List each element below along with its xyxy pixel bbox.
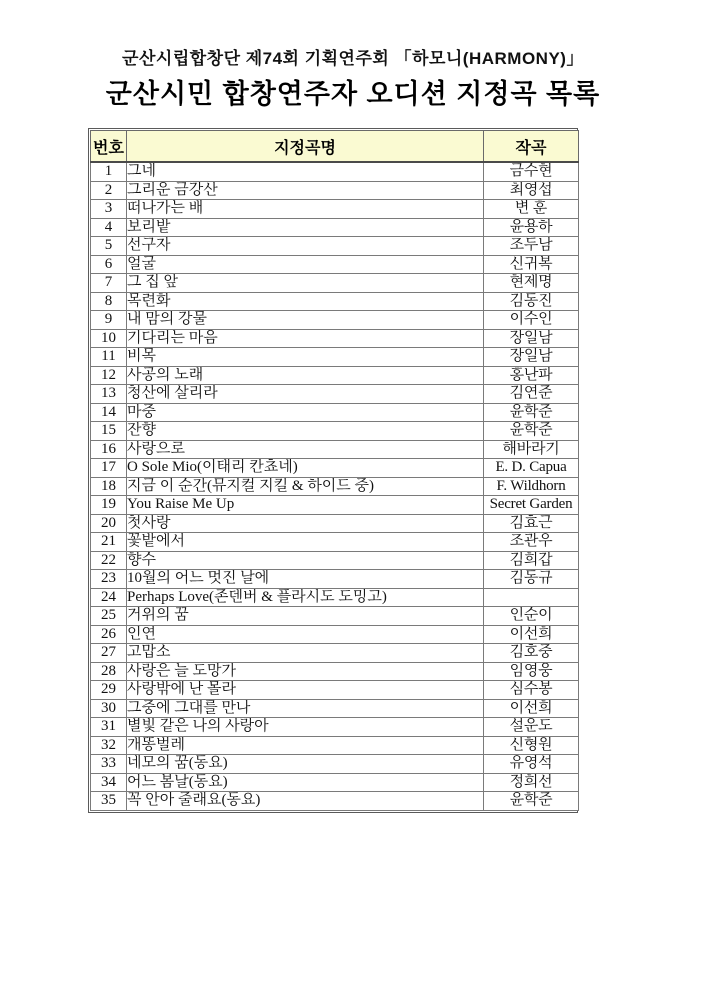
song-title: 그네 bbox=[127, 162, 484, 181]
table-row bbox=[91, 607, 579, 626]
composer-name: 신귀복 bbox=[484, 255, 579, 274]
composer-name: 변 훈 bbox=[484, 200, 579, 219]
column-header-number: 번호 bbox=[91, 131, 127, 163]
table-row bbox=[91, 292, 579, 311]
song-title: 별빛 같은 나의 사랑아 bbox=[127, 718, 484, 737]
composer-name: 김효근 bbox=[484, 514, 579, 533]
table-row bbox=[91, 459, 579, 478]
row-number: 18 bbox=[91, 477, 127, 496]
row-number: 19 bbox=[91, 496, 127, 515]
row-number: 14 bbox=[91, 403, 127, 422]
song-title: 향수 bbox=[127, 551, 484, 570]
row-number: 33 bbox=[91, 755, 127, 774]
song-title: 그중에 그대를 만나 bbox=[127, 699, 484, 718]
song-title: 고맙소 bbox=[127, 644, 484, 663]
song-title: 사랑으로 bbox=[127, 440, 484, 459]
song-title: 목련화 bbox=[127, 292, 484, 311]
composer-name: 설운도 bbox=[484, 718, 579, 737]
table-row bbox=[91, 477, 579, 496]
composer-name: 신형원 bbox=[484, 736, 579, 755]
row-number: 28 bbox=[91, 662, 127, 681]
row-number: 24 bbox=[91, 588, 127, 607]
table-row bbox=[91, 274, 579, 293]
row-number: 26 bbox=[91, 625, 127, 644]
song-title: 청산에 살리라 bbox=[127, 385, 484, 404]
column-header-composer: 작곡 bbox=[484, 131, 579, 163]
row-number: 9 bbox=[91, 311, 127, 330]
song-title: 꽃밭에서 bbox=[127, 533, 484, 552]
table-row bbox=[91, 348, 579, 367]
row-number: 3 bbox=[91, 200, 127, 219]
table-row bbox=[91, 440, 579, 459]
table-row bbox=[91, 181, 579, 200]
song-title: 사공의 노래 bbox=[127, 366, 484, 385]
table-row bbox=[91, 366, 579, 385]
table-row bbox=[91, 792, 579, 811]
composer-name bbox=[484, 588, 579, 607]
row-number: 5 bbox=[91, 237, 127, 256]
table-row bbox=[91, 329, 579, 348]
table-row bbox=[91, 662, 579, 681]
table-row bbox=[91, 644, 579, 663]
row-number: 17 bbox=[91, 459, 127, 478]
row-number: 10 bbox=[91, 329, 127, 348]
song-title: 잔향 bbox=[127, 422, 484, 441]
row-number: 23 bbox=[91, 570, 127, 589]
table-row bbox=[91, 403, 579, 422]
row-number: 31 bbox=[91, 718, 127, 737]
row-number: 32 bbox=[91, 736, 127, 755]
concert-subtitle: 군산시립합창단 제74회 기획연주회 「하모니(HARMONY)」 bbox=[122, 49, 584, 68]
row-number: 1 bbox=[91, 162, 127, 181]
song-title: O Sole Mio(이태리 칸쵸네) bbox=[127, 459, 484, 478]
table-row bbox=[91, 311, 579, 330]
composer-name: 유영석 bbox=[484, 755, 579, 774]
composer-name: 이수인 bbox=[484, 311, 579, 330]
composer-name: 김동진 bbox=[484, 292, 579, 311]
table-header-row bbox=[91, 131, 579, 163]
composer-name: 윤학준 bbox=[484, 403, 579, 422]
table-row bbox=[91, 551, 579, 570]
table-row bbox=[91, 681, 579, 700]
row-number: 21 bbox=[91, 533, 127, 552]
table-row bbox=[91, 625, 579, 644]
row-number: 8 bbox=[91, 292, 127, 311]
row-number: 11 bbox=[91, 348, 127, 367]
song-title: 기다리는 마음 bbox=[127, 329, 484, 348]
composer-name: 인순이 bbox=[484, 607, 579, 626]
row-number: 16 bbox=[91, 440, 127, 459]
table-row bbox=[91, 496, 579, 515]
composer-name: 심수봉 bbox=[484, 681, 579, 700]
column-header-song-title: 지정곡명 bbox=[127, 131, 484, 163]
composer-name: 해바라기 bbox=[484, 440, 579, 459]
composer-name: 이선희 bbox=[484, 699, 579, 718]
composer-name: Secret Garden bbox=[484, 496, 579, 515]
row-number: 34 bbox=[91, 773, 127, 792]
row-number: 6 bbox=[91, 255, 127, 274]
composer-name: 정희선 bbox=[484, 773, 579, 792]
song-title: 비목 bbox=[127, 348, 484, 367]
song-title: 지금 이 순간(뮤지컬 지킬 & 하이드 중) bbox=[127, 477, 484, 496]
song-title: 첫사랑 bbox=[127, 514, 484, 533]
song-title: 꼭 안아 줄래요(동요) bbox=[127, 792, 484, 811]
row-number: 4 bbox=[91, 218, 127, 237]
table-row bbox=[91, 755, 579, 774]
song-title: You Raise Me Up bbox=[127, 496, 484, 515]
song-title: 얼굴 bbox=[127, 255, 484, 274]
song-title: 내 맘의 강물 bbox=[127, 311, 484, 330]
composer-name: 윤학준 bbox=[484, 792, 579, 811]
page-title: 군산시민 합창연주자 오디션 지정곡 목록 bbox=[105, 79, 601, 109]
composer-name: 윤용하 bbox=[484, 218, 579, 237]
row-number: 15 bbox=[91, 422, 127, 441]
composer-name: 금수현 bbox=[484, 162, 579, 181]
song-title: 네모의 꿈(동요) bbox=[127, 755, 484, 774]
song-title: 거위의 꿈 bbox=[127, 607, 484, 626]
table-row bbox=[91, 533, 579, 552]
table-row bbox=[91, 514, 579, 533]
song-title: 사랑은 늘 도망가 bbox=[127, 662, 484, 681]
row-number: 13 bbox=[91, 385, 127, 404]
table-row bbox=[91, 218, 579, 237]
table-row bbox=[91, 570, 579, 589]
table-row bbox=[91, 588, 579, 607]
composer-name: 김동규 bbox=[484, 570, 579, 589]
song-title: 보리밭 bbox=[127, 218, 484, 237]
table-row bbox=[91, 385, 579, 404]
composer-name: 장일남 bbox=[484, 329, 579, 348]
song-title: 어느 봄날(동요) bbox=[127, 773, 484, 792]
row-number: 25 bbox=[91, 607, 127, 626]
composer-name: 조두남 bbox=[484, 237, 579, 256]
table-row bbox=[91, 255, 579, 274]
composer-name: 김연준 bbox=[484, 385, 579, 404]
table-row bbox=[91, 718, 579, 737]
row-number: 12 bbox=[91, 366, 127, 385]
table-row bbox=[91, 773, 579, 792]
table-row bbox=[91, 422, 579, 441]
row-number: 27 bbox=[91, 644, 127, 663]
composer-name: 임영웅 bbox=[484, 662, 579, 681]
song-title: 그리운 금강산 bbox=[127, 181, 484, 200]
song-title: 인연 bbox=[127, 625, 484, 644]
row-number: 29 bbox=[91, 681, 127, 700]
song-title: 사랑밖에 난 몰라 bbox=[127, 681, 484, 700]
composer-name: E. D. Capua bbox=[484, 459, 579, 478]
song-title: 떠나가는 배 bbox=[127, 200, 484, 219]
table-row bbox=[91, 162, 579, 181]
table-row bbox=[91, 736, 579, 755]
composer-name: 장일남 bbox=[484, 348, 579, 367]
song-title: 마중 bbox=[127, 403, 484, 422]
table-row bbox=[91, 200, 579, 219]
song-title: 10월의 어느 멋진 날에 bbox=[127, 570, 484, 589]
composer-name: 최영섭 bbox=[484, 181, 579, 200]
composer-name: 김희갑 bbox=[484, 551, 579, 570]
song-title: 개똥벌레 bbox=[127, 736, 484, 755]
row-number: 35 bbox=[91, 792, 127, 811]
song-title: 그 집 앞 bbox=[127, 274, 484, 293]
composer-name: 홍난파 bbox=[484, 366, 579, 385]
table-row bbox=[91, 237, 579, 256]
composer-name: 윤학준 bbox=[484, 422, 579, 441]
composer-name: 조관우 bbox=[484, 533, 579, 552]
row-number: 2 bbox=[91, 181, 127, 200]
row-number: 22 bbox=[91, 551, 127, 570]
row-number: 20 bbox=[91, 514, 127, 533]
song-title: Perhaps Love(존덴버 & 플라시도 도밍고) bbox=[127, 588, 484, 607]
composer-name: 이선희 bbox=[484, 625, 579, 644]
composer-name: 김호중 bbox=[484, 644, 579, 663]
row-number: 7 bbox=[91, 274, 127, 293]
song-title: 선구자 bbox=[127, 237, 484, 256]
song-list-table bbox=[88, 128, 578, 813]
row-number: 30 bbox=[91, 699, 127, 718]
composer-name: F. Wildhorn bbox=[484, 477, 579, 496]
table-row bbox=[91, 699, 579, 718]
composer-name: 현제명 bbox=[484, 274, 579, 293]
